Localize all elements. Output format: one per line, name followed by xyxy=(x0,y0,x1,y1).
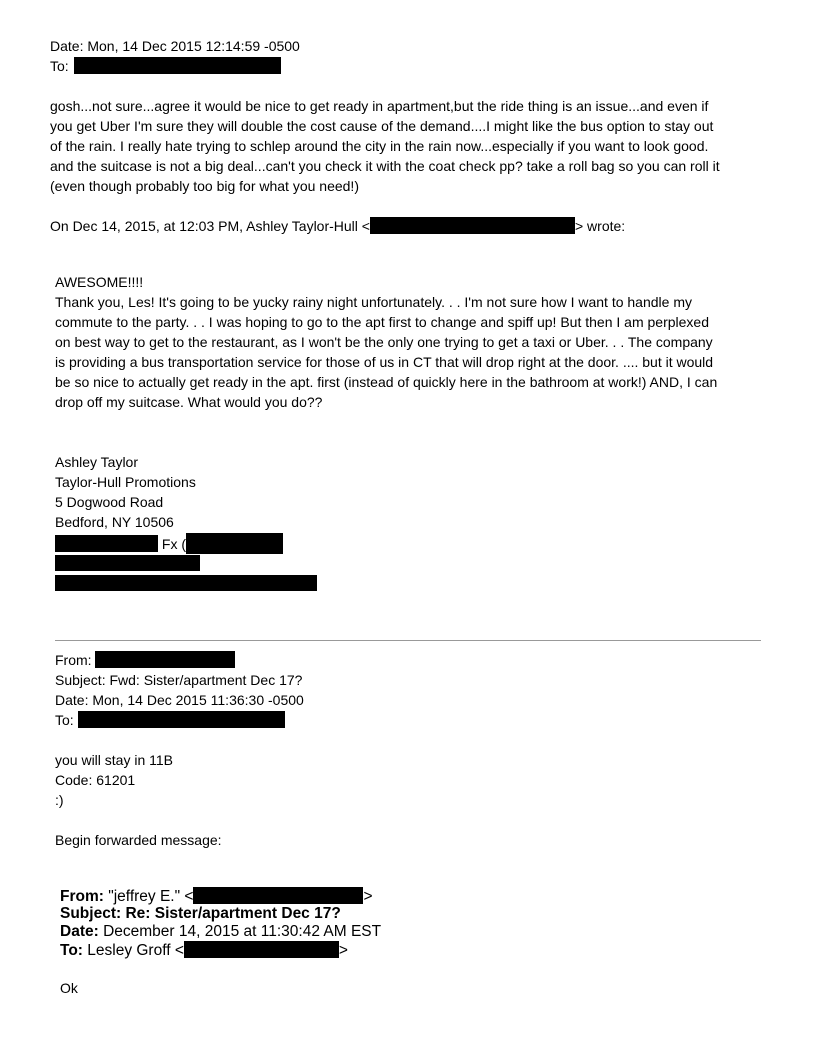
redaction-bar xyxy=(74,57,281,74)
message-line: commute to the party. . . I was hoping to go to the apt first to change and spiff up! But then I am perplexed xyxy=(55,314,709,330)
from-label: From: xyxy=(60,888,104,905)
message-divider xyxy=(55,640,761,641)
begin-forwarded: Begin forwarded message: xyxy=(55,832,222,848)
fax-label: Fx ( xyxy=(161,536,186,552)
reply-line: of the rain. I really hate trying to schlep around the city in the rain now...especially if you want to look good. xyxy=(50,138,709,154)
message-line: AWESOME!!!! xyxy=(55,274,144,290)
signature-company: Taylor-Hull Promotions xyxy=(55,474,196,490)
original-subject xyxy=(60,905,341,923)
from-label: From: xyxy=(55,652,92,668)
quote-intro-prefix: On Dec 14, 2015, at 12:03 PM, Ashley Taylor-Hull < xyxy=(50,218,370,234)
signature-street: 5 Dogwood Road xyxy=(55,494,164,510)
original-body: Ok xyxy=(60,980,78,996)
to-value: Lesley Groff < xyxy=(82,942,184,959)
redaction-bar xyxy=(370,217,575,234)
message-line: is providing a bus transportation service for those of us in CT that will drop right at the door. .... but it would xyxy=(55,354,714,370)
quote-intro xyxy=(50,216,625,236)
redaction-bar xyxy=(55,535,158,552)
from-value: "jeffrey E." < xyxy=(103,888,194,905)
to-label: To: xyxy=(55,712,74,728)
message-line: Thank you, Les! It's going to be yucky rainy night unfortunately. . . I'm not sure how I want to handle my xyxy=(55,294,692,310)
date-value: December 14, 2015 at 11:30:42 AM EST xyxy=(98,923,382,940)
subject-value: Re: Sister/apartment Dec 17? xyxy=(121,905,341,922)
close-bracket: > xyxy=(338,942,348,959)
redaction-bar xyxy=(55,555,200,571)
redaction-bar xyxy=(78,711,285,728)
redaction-bar xyxy=(55,575,317,591)
original-to xyxy=(60,941,348,960)
email-to xyxy=(50,56,281,76)
to-label: To: xyxy=(50,58,69,74)
redaction-bar xyxy=(184,941,339,958)
forward-date: Date: Mon, 14 Dec 2015 11:36:30 -0500 xyxy=(55,692,304,708)
message-line: be so nice to actually get ready in the apt. first (instead of quickly here in the bathroom at work!) AND, I can xyxy=(55,374,718,390)
message-line: drop off my suitcase. What would you do?? xyxy=(55,394,323,410)
date-label: Date: xyxy=(60,923,99,940)
forward-from xyxy=(55,650,235,670)
signature-phone-fax xyxy=(55,533,283,554)
forward-line: you will stay in 11B xyxy=(55,752,174,768)
message-line: on best way to get to the restaurant, as I won't be the only one trying to get a taxi or Uber. . . The company xyxy=(55,334,713,350)
forward-line: :) xyxy=(55,792,64,808)
forward-line: Code: 61201 xyxy=(55,772,136,788)
email-date: Date: Mon, 14 Dec 2015 12:14:59 -0500 xyxy=(50,38,300,54)
reply-line: and the suitcase is not a big deal...can't you check it with the coat check pp? take a roll bag so you can roll it xyxy=(50,158,720,174)
to-label: To: xyxy=(60,942,83,959)
forward-subject: Subject: Fwd: Sister/apartment Dec 17? xyxy=(55,672,303,688)
signature-city: Bedford, NY 10506 xyxy=(55,514,174,530)
redaction-bar xyxy=(186,533,283,554)
original-from xyxy=(60,887,373,906)
redaction-bar xyxy=(193,887,363,904)
original-date xyxy=(60,923,381,941)
reply-line: you get Uber I'm sure they will double the cost cause of the demand....I might like the bus option to stay out xyxy=(50,118,714,134)
reply-line: (even though probably too big for what you need!) xyxy=(50,178,359,194)
reply-line: gosh...not sure...agree it would be nice to get ready in apartment,but the ride thing is an issue...and even if xyxy=(50,98,709,114)
subject-label: Subject: xyxy=(60,905,122,922)
redaction-bar xyxy=(95,651,235,668)
forward-to xyxy=(55,710,285,730)
close-bracket: > xyxy=(363,888,373,905)
signature-name: Ashley Taylor xyxy=(55,454,139,470)
quote-intro-suffix: > wrote: xyxy=(574,218,626,234)
